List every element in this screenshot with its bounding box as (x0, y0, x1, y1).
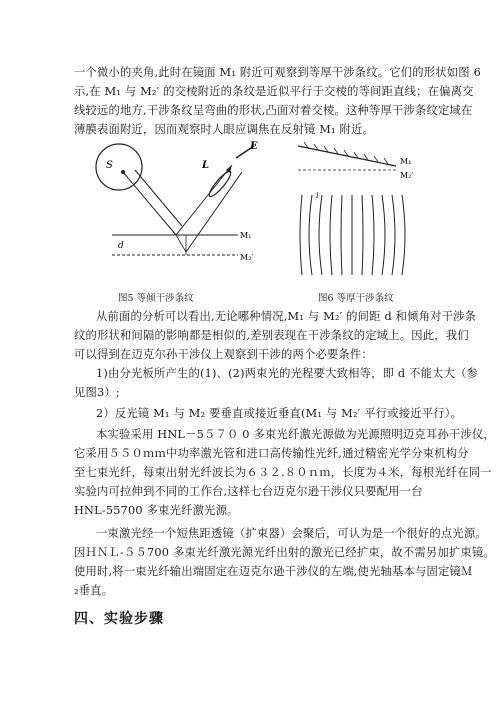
intro-line: 线较远的地方,干涉条纹呈弯曲的形状,凸面对着交棱。这种等厚干涉条纹定域在 (74, 104, 473, 117)
label-l: L (202, 160, 210, 171)
body-line: 一束激光经一个短焦距透镜（扩束器）会聚后，可认为是一个很好的点光源。 (96, 527, 487, 540)
body-line: 因ＨＮＬ-５５700 多束光纤激光源光纤出射的激光已经扩束，故不需另加扩束镜。 (74, 546, 495, 559)
inner-ray (176, 235, 186, 252)
body-line: 使用时,将一束光纤输出端固定在迈克尔逊干涉仪的左端,使光轴基本与固定镜Ｍ (74, 565, 473, 578)
intro-line: 一个微小的夹角,此时在镜面 M₁ 附近可观察到等厚干涉条纹。它们的形状如图 6 (74, 66, 481, 79)
body-line: 至七束光纤，每束出射光纤波长为６３２.８０ｎｍ，长度为４米，每根光纤在同一 (74, 466, 492, 479)
label-i: i (316, 191, 319, 200)
intro-line: 示,在 M₁ 与 M₂′ 的交棱附近的条纹是近似平行于交棱的等间距直线；在偏离交 (74, 85, 474, 98)
lens-l (207, 169, 234, 199)
mirror-m1 (298, 146, 396, 166)
body-line: ₂垂直。 (74, 584, 114, 597)
body-line: HNL-55700 多束光纤激光源。 (74, 504, 239, 517)
intro-line: 薄膜表面附近，因而观察时人眼应调焦在反射镜 M₁ 附近。 (74, 123, 375, 136)
condition-1: 1)由分光板所产生的(1)、(2)两束光的光程要大致相等，即 d 不能太大（参 (96, 367, 479, 380)
figure-6-caption: 图6 等厚干涉条纹 (318, 293, 394, 304)
condition-2: 2）反光镜 M₁ 与 M₂ 要垂直或接近垂直(M₁ 与 M₂′ 平行或接近平行）。 (96, 407, 463, 420)
body-line: 纹的形状和间隔的影响都是相似的,差别表现在干涉条纹的定域上。因此，我们 (74, 329, 469, 342)
body-line: 可以得到在迈克尔孙干涉仪上观察到干涉的两个必要条件： (74, 348, 373, 361)
incident-ray (123, 172, 176, 235)
label-m2: M₂′ (400, 171, 414, 180)
figure-6-equal-thickness-diagram (296, 140, 426, 280)
interference-fringes (300, 195, 405, 275)
figure-5-equal-inclination-diagram (90, 140, 270, 280)
label-d: d (118, 241, 124, 251)
condition-1-cont: 见图3）; (74, 386, 120, 399)
incident-ray-2 (135, 170, 182, 226)
body-line: 实验内可拉伸到不同的工作台,这样七台迈克尔逊干涉仪只要配用一台 (74, 485, 423, 498)
label-m1: M₁ (240, 231, 252, 240)
label-e: E (250, 141, 258, 152)
label-m2: M₂′ (240, 253, 254, 262)
body-line: 从前面的分析可以看出,无论哪种情况,M₁ 与 M₂′ 的间距 d 和倾角对干涉条 (96, 310, 477, 323)
reflected-ray-1 (176, 165, 232, 235)
figure-5-caption: 图5 等倾干涉条纹 (118, 293, 194, 304)
mirror-hatching (304, 142, 388, 164)
label-m1: M₁ (400, 157, 412, 166)
body-line: 它采用５５０ｍｍ中功率激光管和进口高传输性光纤,通过精密光学分束机构分 (74, 447, 469, 460)
body-line: 本实验采用 HNL－5５７０ 0 多束光纤激光源做为光源照明迈克耳孙干涉仪， (96, 428, 495, 441)
source-circle (96, 144, 142, 190)
label-s: S (106, 160, 113, 171)
section-heading: 四、实验步骤 (74, 611, 164, 627)
